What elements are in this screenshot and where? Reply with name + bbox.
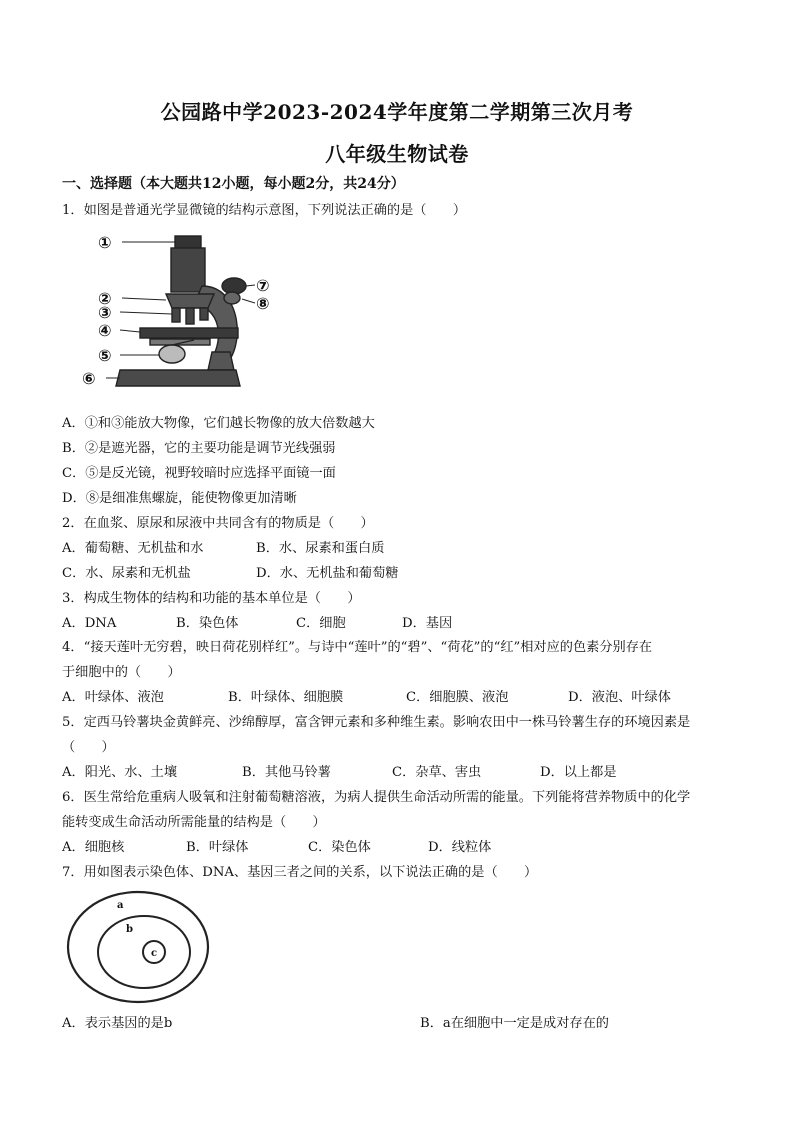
q3-option-a: A．DNA xyxy=(62,616,117,631)
q4-option-d: D．液泡、叶绿体 xyxy=(568,690,671,705)
question-5-stem-line1: 5．定西马铃薯块金黄鲜亮、沙绵醇厚，富含钾元素和多种维生素。影响农田中一株马铃薯生存的环境因素是 xyxy=(62,715,691,730)
circle-label-a: a xyxy=(117,900,124,911)
question-4-stem-line1: 4．“接天莲叶无穷碧，映日荷花别样红”。与诗中“莲叶”的“碧”、“荷花”的“红”相对应的色素分别存在 xyxy=(62,640,653,655)
circle-label-b: b xyxy=(126,924,133,935)
q1-option-a: A．①和③能放大物像，它们越长物像的放大倍数越大 xyxy=(62,416,375,431)
q6-option-b: B．叶绿体 xyxy=(186,840,249,855)
q6-option-d: D．线粒体 xyxy=(428,840,492,855)
q5-option-a: A．阳光、水、土壤 xyxy=(62,765,178,780)
section-heading: 一、选择题（本大题共12小题，每小题2分，共24分） xyxy=(62,176,405,192)
question-4-stem-line2: 于细胞中的（ ） xyxy=(62,665,181,680)
q3-option-c: C．细胞 xyxy=(296,616,346,631)
circle-label-c: c xyxy=(151,948,158,959)
question-2-stem: 2．在血浆、原尿和尿液中共同含有的物质是（ ） xyxy=(62,516,374,531)
q6-option-c: C．染色体 xyxy=(308,840,371,855)
microscope-label-5: ⑤ xyxy=(98,346,112,365)
q2-option-a: A．葡萄糖、无机盐和水 xyxy=(62,541,204,556)
question-6-stem-line2: 能转变成生命活动所需能量的结构是（ ） xyxy=(62,815,326,830)
microscope-diagram xyxy=(74,228,284,393)
q6-option-a: A．细胞核 xyxy=(62,840,125,855)
exam-title: 公园路中学2023-2024学年度第二学期第三次月考 xyxy=(160,100,634,124)
q5-option-b: B．其他马铃薯 xyxy=(242,765,331,780)
q1-option-b: B．②是遮光器，它的主要功能是调节光线强弱 xyxy=(62,441,336,456)
q7-option-a: A．表示基因的是b xyxy=(62,1016,173,1031)
q3-option-b: B．染色体 xyxy=(176,616,239,631)
microscope-label-4: ④ xyxy=(98,321,112,340)
question-3-stem: 3．构成生物体的结构和功能的基本单位是（ ） xyxy=(62,591,361,606)
chromosome-dna-gene-diagram xyxy=(64,888,212,1006)
microscope-label-3: ③ xyxy=(98,303,112,322)
q5-option-d: D．以上都是 xyxy=(540,765,617,780)
question-7-stem: 7．用如图表示染色体、DNA、基因三者之间的关系，以下说法正确的是（ ） xyxy=(62,865,538,880)
q2-option-d: D．水、无机盐和葡萄糖 xyxy=(256,566,399,581)
microscope-label-8: ⑧ xyxy=(256,294,270,313)
q1-option-d: D．⑧是细准焦螺旋，能使物像更加清晰 xyxy=(62,491,297,506)
microscope-label-1: ① xyxy=(98,233,112,252)
q4-option-c: C．细胞膜、液泡 xyxy=(406,690,509,705)
q7-option-b: B．a在细胞中一定是成对存在的 xyxy=(420,1016,609,1031)
question-6-stem-line1: 6．医生常给危重病人吸氧和注射葡萄糖溶液，为病人提供生命活动所需的能量。下列能将营养物质中的化学 xyxy=(62,790,691,805)
microscope-label-2: ② xyxy=(98,289,112,308)
q5-option-c: C．杂草、害虫 xyxy=(392,765,482,780)
q3-option-d: D．基因 xyxy=(402,616,453,631)
exam-subtitle: 八年级生物试卷 xyxy=(325,142,469,166)
question-1-stem: 1．如图是普通光学显微镜的结构示意图，下列说法正确的是（ ） xyxy=(62,203,467,218)
outer-circle-a xyxy=(68,892,208,1002)
microscope-label-6: ⑥ xyxy=(82,369,96,388)
q2-option-b: B．水、尿素和蛋白质 xyxy=(256,541,385,556)
question-5-stem-line2: （ ） xyxy=(62,740,115,755)
q4-option-a: A．叶绿体、液泡 xyxy=(62,690,164,705)
q1-option-c: C．⑤是反光镜，视野较暗时应选择平面镜一面 xyxy=(62,466,336,481)
microscope-label-7: ⑦ xyxy=(256,276,270,295)
q2-option-c: C．水、尿素和无机盐 xyxy=(62,566,191,581)
q4-option-b: B．叶绿体、细胞膜 xyxy=(228,690,344,705)
